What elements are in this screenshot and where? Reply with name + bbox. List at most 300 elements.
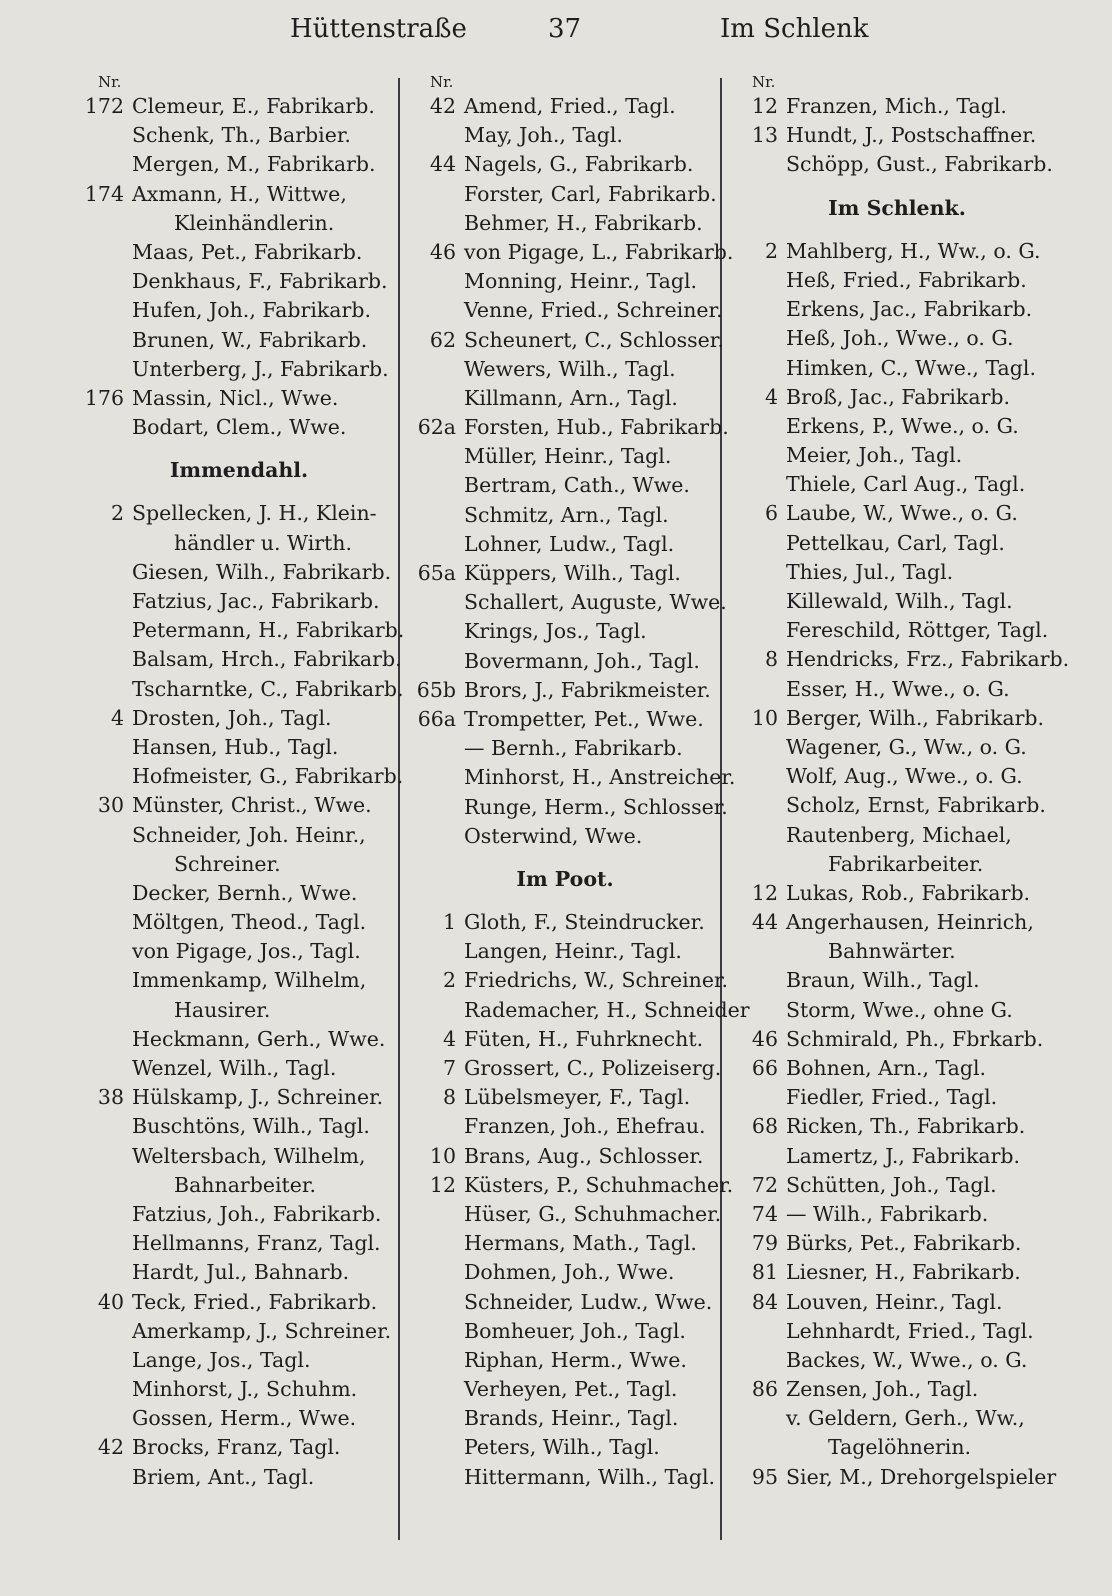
resident-entry	[410, 1142, 720, 1171]
resident-text: Fereschild, Röttger, Tagl.	[786, 618, 1049, 643]
house-number: 68	[751, 1114, 778, 1139]
resident-entry	[732, 1054, 1062, 1083]
resident-text: Gossen, Herm., Wwe.	[132, 1406, 357, 1431]
resident-text: Brunen, W., Fabrikarb.	[132, 327, 368, 352]
resident-text: Heß, Joh., Wwe., o. G.	[786, 326, 1014, 351]
resident-entry	[78, 558, 400, 587]
resident-text: Erkens, P., Wwe., o. G.	[786, 413, 1019, 438]
resident-entry	[732, 587, 1062, 616]
resident-entry	[410, 1288, 720, 1317]
resident-entry	[410, 763, 736, 792]
resident-text: Gloth, F., Steindrucker.	[464, 910, 705, 935]
resident-text: Trompetter, Pet., Wwe.	[464, 706, 704, 731]
resident-text: Lohner, Ludw., Tagl.	[464, 531, 675, 556]
resident-entry	[732, 1404, 1062, 1433]
house-number: 174	[84, 181, 124, 206]
resident-entry	[78, 704, 400, 733]
resident-text: Schütten, Joh., Tagl.	[786, 1172, 997, 1197]
resident-text: Esser, H., Wwe., o. G.	[786, 676, 1010, 701]
resident-text: Schneider, Joh. Heinr.,	[132, 822, 366, 847]
resident-text: Drosten, Joh., Tagl.	[132, 705, 332, 730]
resident-text: Sier, M., Drehorgelspieler	[786, 1464, 1057, 1489]
resident-text: Riphan, Herm., Wwe.	[464, 1347, 687, 1372]
resident-entry	[732, 1025, 1062, 1054]
house-number: 2	[764, 238, 778, 263]
page-number: 37	[548, 14, 582, 44]
resident-entry	[410, 296, 723, 325]
resident-entry	[410, 822, 720, 851]
house-number: 4	[442, 1026, 456, 1051]
resident-text: Louven, Heinr., Tagl.	[786, 1289, 1003, 1314]
resident-text: Schmitz, Arn., Tagl.	[464, 502, 669, 527]
resident-text: Möltgen, Theod., Tagl.	[132, 910, 367, 935]
resident-text: Heckmann, Gerh., Wwe.	[132, 1026, 386, 1051]
resident-text: Münster, Christ., Wwe.	[132, 793, 372, 818]
resident-text: Hardt, Jul., Bahnarb.	[132, 1260, 350, 1285]
resident-text: Brans, Aug., Schlosser.	[464, 1143, 704, 1168]
house-number: 40	[97, 1289, 124, 1314]
resident-text: Bomheuer, Joh., Tagl.	[464, 1318, 686, 1343]
resident-entry	[78, 616, 405, 645]
resident-entry	[732, 937, 1062, 966]
resident-entry	[78, 296, 400, 325]
resident-text: Himken, C., Wwe., Tagl.	[786, 355, 1036, 380]
resident-entry	[78, 1404, 400, 1433]
resident-text: Fatzius, Joh., Fabrikarb.	[132, 1201, 382, 1226]
resident-text: Axmann, H., Wittwe,	[132, 181, 347, 206]
resident-text: Lehnhardt, Fried., Tagl.	[786, 1318, 1034, 1343]
resident-text: v. Geldern, Gerh., Ww.,	[786, 1406, 1025, 1431]
house-number: 62a	[417, 415, 456, 440]
resident-entry	[410, 793, 728, 822]
resident-text: Friedrichs, W., Schreiner.	[464, 968, 729, 993]
resident-entry	[78, 791, 400, 820]
resident-text: Immenkamp, Wilhelm,	[132, 968, 367, 993]
resident-text: Heß, Fried., Fabrikarb.	[786, 267, 1027, 292]
resident-entry	[732, 1375, 1062, 1404]
resident-text: Hufen, Joh., Fabrikarb.	[132, 298, 371, 323]
resident-text: Bodart, Clem., Wwe.	[132, 415, 347, 440]
resident-entry	[410, 734, 720, 763]
resident-text: Hofmeister, G., Fabrikarb.	[132, 764, 404, 789]
resident-text: Maas, Pet., Fabrikarb.	[132, 239, 363, 264]
resident-text: Weltersbach, Wilhelm,	[132, 1143, 366, 1168]
resident-entry	[78, 587, 400, 616]
resident-entry	[410, 1346, 720, 1375]
resident-text: Verheyen, Pet., Tagl.	[464, 1377, 678, 1402]
resident-text: Buschtöns, Wilh., Tagl.	[132, 1114, 370, 1139]
resident-entry	[410, 442, 720, 471]
resident-entry	[78, 1171, 400, 1200]
resident-entry	[78, 1317, 400, 1346]
resident-entry	[78, 267, 400, 296]
resident-text: Decker, Bernh., Wwe.	[132, 880, 358, 905]
resident-text: Lange, Jos., Tagl.	[132, 1347, 311, 1372]
resident-text: Forster, Carl, Fabrikarb.	[464, 181, 717, 206]
resident-entry	[732, 762, 1062, 791]
resident-entry	[732, 1317, 1062, 1346]
resident-text: Thiele, Carl Aug., Tagl.	[786, 472, 1026, 497]
resident-entry	[410, 647, 720, 676]
resident-text: Müller, Heinr., Tagl.	[464, 444, 672, 469]
resident-text: Laube, W., Wwe., o. G.	[786, 501, 1018, 526]
house-number: 65b	[416, 677, 456, 702]
resident-entry	[410, 180, 720, 209]
resident-entry	[410, 676, 720, 705]
resident-text: Liesner, H., Fabrikarb.	[786, 1260, 1021, 1285]
house-number: 6	[764, 501, 778, 526]
resident-text: Braun, Wilh., Tagl.	[786, 968, 980, 993]
resident-text: Killmann, Arn., Tagl.	[464, 385, 678, 410]
resident-entry	[78, 1288, 400, 1317]
house-number: 86	[751, 1377, 778, 1402]
column-1	[78, 72, 405, 1492]
house-number: 10	[429, 1143, 456, 1168]
resident-entry	[410, 413, 729, 442]
resident-entry	[410, 355, 720, 384]
resident-entry	[732, 966, 1062, 995]
house-number: 8	[442, 1085, 456, 1110]
nr-column-label: Nr.	[98, 73, 122, 91]
resident-text: Mahlberg, H., Ww., o. G.	[786, 238, 1041, 263]
resident-entry	[732, 470, 1062, 499]
resident-entry	[410, 1171, 734, 1200]
resident-entry	[78, 150, 400, 179]
resident-entry	[732, 1288, 1062, 1317]
house-number: 46	[751, 1026, 778, 1051]
resident-entry	[732, 121, 1062, 150]
house-number: 2	[442, 968, 456, 993]
resident-text: Brocks, Franz, Tagl.	[132, 1435, 341, 1460]
resident-entry	[78, 996, 400, 1025]
resident-entry	[410, 238, 734, 267]
section-spacer	[732, 180, 1062, 194]
resident-entry	[410, 1025, 720, 1054]
resident-text: Ricken, Th., Fabrikarb.	[786, 1114, 1026, 1139]
resident-entry	[410, 209, 720, 238]
resident-text: Forsten, Hub., Fabrikarb.	[464, 415, 729, 440]
street-heading-text: Im Schlenk.	[828, 195, 966, 220]
resident-entry	[732, 1112, 1062, 1141]
house-number: 8	[764, 647, 778, 672]
resident-entry	[410, 1404, 720, 1433]
resident-text: Minhorst, H., Anstreicher.	[464, 765, 736, 790]
house-number: 66a	[417, 706, 456, 731]
resident-entry	[732, 529, 1062, 558]
resident-entry	[410, 908, 720, 937]
resident-entry	[78, 1375, 400, 1404]
house-number: 176	[84, 385, 124, 410]
house-number: 74	[751, 1201, 778, 1226]
resident-text: Hellmanns, Franz, Tagl.	[132, 1231, 381, 1256]
resident-text: Balsam, Hrch., Fabrikarb.	[132, 647, 402, 672]
resident-text: Brands, Heinr., Tagl.	[464, 1406, 679, 1431]
resident-text: von Pigage, L., Fabrikarb.	[464, 239, 734, 264]
resident-entry	[78, 121, 400, 150]
resident-entry	[78, 1258, 400, 1287]
resident-text: Bohnen, Arn., Tagl.	[786, 1056, 987, 1080]
resident-entry	[732, 1142, 1062, 1171]
column-3	[732, 72, 1070, 1492]
resident-text: Wolf, Aug., Wwe., o. G.	[786, 764, 1023, 789]
resident-entry	[410, 966, 729, 995]
resident-entry	[78, 937, 400, 966]
resident-text: Lübelsmeyer, F., Tagl.	[464, 1085, 691, 1110]
entry-continuation: Schreiner.	[174, 851, 281, 876]
resident-text: Venne, Fried., Schreiner.	[464, 298, 723, 323]
resident-text: Peters, Wilh., Tagl.	[464, 1435, 660, 1460]
resident-entry	[732, 908, 1062, 937]
header-street-right: Im Schlenk	[720, 14, 869, 44]
resident-entry	[732, 996, 1062, 1025]
resident-text: Mergen, M., Fabrikarb.	[132, 152, 376, 177]
house-number: 66	[751, 1056, 778, 1080]
resident-entry	[732, 704, 1062, 733]
resident-text: Scheunert, C., Schlosser.	[464, 327, 724, 352]
resident-text: Erkens, Jac., Fabrikarb.	[786, 297, 1033, 322]
resident-text: Teck, Fried., Fabrikarb.	[132, 1289, 378, 1314]
resident-text: Killewald, Wilh., Tagl.	[786, 589, 1013, 613]
resident-entry	[410, 267, 720, 296]
resident-text: Amend, Fried., Tagl.	[464, 94, 676, 118]
house-number: 81	[751, 1260, 778, 1285]
resident-entry	[732, 150, 1062, 179]
resident-entry	[732, 616, 1062, 645]
resident-entry	[78, 1112, 400, 1141]
header-street-left: Hüttenstraße	[290, 14, 467, 44]
resident-entry	[78, 1025, 400, 1054]
resident-entry	[732, 558, 1062, 587]
resident-text: Berger, Wilh., Fabrikarb.	[786, 705, 1045, 730]
resident-text: Hansen, Hub., Tagl.	[132, 734, 339, 759]
resident-text: Minhorst, J., Schuhm.	[132, 1377, 358, 1402]
resident-entry	[78, 1083, 400, 1112]
house-number: 12	[429, 1172, 456, 1197]
house-number: 38	[97, 1085, 124, 1110]
entry-continuation: Kleinhändlerin.	[174, 210, 335, 235]
resident-entry	[732, 879, 1062, 908]
resident-text: Broß, Jac., Fabrikarb.	[786, 384, 1011, 409]
house-number: 10	[751, 705, 778, 730]
resident-entry	[410, 1463, 720, 1492]
resident-entry	[78, 529, 400, 558]
resident-text: Giesen, Wilh., Fabrikarb.	[132, 559, 392, 584]
section-spacer	[78, 485, 400, 499]
resident-entry	[78, 675, 404, 704]
resident-entry	[410, 1258, 720, 1287]
resident-entry	[410, 121, 720, 150]
resident-entry	[732, 675, 1062, 704]
resident-entry	[732, 412, 1062, 441]
resident-entry	[410, 150, 720, 179]
resident-entry	[78, 238, 400, 267]
resident-entry	[732, 1346, 1062, 1375]
entry-continuation: händler u. Wirth.	[174, 530, 353, 555]
resident-text: Grossert, C., Polizeiserg.	[464, 1056, 722, 1080]
house-number: 30	[97, 793, 124, 818]
resident-text: Schneider, Ludw., Wwe.	[464, 1289, 713, 1314]
resident-text: Amerkamp, J., Schreiner.	[132, 1318, 392, 1343]
house-number: 84	[751, 1289, 778, 1314]
resident-text: Spellecken, J. H., Klein-	[132, 501, 377, 526]
resident-text: Hülskamp, J., Schreiner.	[132, 1085, 384, 1110]
entry-continuation: Fabrikarbeiter.	[828, 851, 984, 876]
resident-text: Füten, H., Fuhrknecht.	[464, 1026, 704, 1051]
house-number: 65a	[417, 561, 456, 585]
resident-entry	[732, 324, 1062, 353]
resident-entry	[410, 501, 720, 530]
resident-entry	[78, 850, 400, 879]
street-heading-text: Immendahl.	[169, 458, 309, 483]
resident-text: Lamertz, J., Fabrikarb.	[786, 1143, 1021, 1168]
resident-text: — Wilh., Fabrikarb.	[786, 1201, 989, 1226]
resident-text: Meier, Joh., Tagl.	[786, 443, 963, 468]
house-number: 72	[751, 1172, 778, 1197]
resident-text: Clemeur, E., Fabrikarb.	[132, 94, 375, 118]
resident-entry	[732, 266, 1062, 295]
resident-text: Rademacher, H., Schneider	[464, 997, 750, 1022]
house-number: 2	[110, 501, 124, 526]
resident-entry	[78, 1142, 400, 1171]
resident-entry	[78, 762, 404, 791]
resident-entry	[78, 355, 400, 384]
resident-text: Monning, Heinr., Tagl.	[464, 269, 698, 294]
resident-entry	[732, 1463, 1062, 1492]
resident-text: Wewers, Wilh., Tagl.	[464, 356, 676, 381]
street-heading-text: Im Poot.	[516, 866, 614, 891]
resident-text: Nagels, G., Fabrikarb.	[464, 152, 694, 177]
resident-entry	[732, 1083, 1062, 1112]
street-heading	[732, 194, 1062, 223]
section-spacer	[410, 851, 720, 865]
resident-text: Behmer, H., Fabrikarb.	[464, 210, 703, 235]
resident-entry	[732, 499, 1062, 528]
resident-entry	[410, 705, 720, 734]
resident-entry	[78, 1054, 400, 1083]
resident-text: Tscharntke, C., Fabrikarb.	[132, 676, 404, 701]
resident-text: Scholz, Ernst, Fabrikarb.	[786, 793, 1046, 818]
resident-entry	[410, 1200, 720, 1229]
resident-text: Storm, Wwe., ohne G.	[786, 997, 1013, 1022]
resident-entry	[732, 237, 1062, 266]
resident-text: Denkhaus, F., Fabrikarb.	[132, 269, 388, 294]
resident-text: Hermans, Math., Tagl.	[464, 1231, 697, 1256]
resident-entry	[732, 383, 1062, 412]
resident-entry	[732, 1229, 1062, 1258]
resident-text: Thies, Jul., Tagl.	[786, 559, 954, 584]
resident-entry	[78, 1463, 400, 1492]
resident-entry	[410, 92, 720, 121]
entry-continuation: Hausirer.	[174, 997, 271, 1022]
resident-text: Petermann, H., Fabrikarb.	[132, 618, 405, 643]
resident-entry	[410, 1229, 720, 1258]
resident-entry	[78, 1433, 400, 1462]
resident-entry	[78, 821, 400, 850]
section-spacer	[732, 223, 1062, 237]
resident-text: Hundt, J., Postschaffner.	[786, 123, 1037, 148]
house-number: 44	[429, 152, 456, 177]
entry-continuation: Bahnarbeiter.	[174, 1172, 316, 1197]
resident-entry	[78, 645, 400, 674]
resident-text: Schallert, Auguste, Wwe.	[464, 590, 727, 615]
resident-text: Schenk, Th., Barbier.	[132, 123, 351, 148]
resident-entry	[410, 1112, 720, 1141]
section-spacer	[410, 894, 720, 908]
resident-entry	[78, 413, 400, 442]
resident-entry	[78, 326, 400, 355]
resident-text: — Bernh., Fabrikarb.	[464, 736, 683, 761]
resident-entry	[410, 530, 720, 559]
resident-text: Hüser, G., Schuhmacher.	[464, 1201, 722, 1226]
resident-text: Bovermann, Joh., Tagl.	[464, 648, 700, 673]
house-number: 7	[442, 1056, 456, 1080]
resident-entry	[732, 1200, 1062, 1229]
resident-text: Angerhausen, Heinrich,	[786, 910, 1034, 935]
resident-entry	[410, 1083, 720, 1112]
house-number: 4	[110, 705, 124, 730]
house-number: 13	[751, 123, 778, 148]
resident-entry	[410, 326, 724, 355]
house-number: 42	[429, 94, 456, 118]
resident-entry	[410, 471, 720, 500]
resident-text: Zensen, Joh., Tagl.	[786, 1377, 979, 1402]
resident-entry	[732, 441, 1062, 470]
resident-entry	[732, 92, 1062, 121]
resident-entry	[410, 384, 720, 413]
resident-entry	[732, 645, 1070, 674]
resident-text: Franzen, Mich., Tagl.	[786, 94, 1007, 118]
resident-entry	[78, 1229, 400, 1258]
resident-entry	[410, 1054, 720, 1083]
resident-text: Briem, Ant., Tagl.	[132, 1464, 315, 1489]
house-number: 12	[751, 880, 778, 905]
resident-entry	[410, 996, 750, 1025]
resident-text: Lukas, Rob., Fabrikarb.	[786, 880, 1031, 905]
resident-text: Küppers, Wilh., Tagl.	[464, 561, 681, 585]
resident-text: Bertram, Cath., Wwe.	[464, 473, 690, 498]
resident-entry	[410, 1317, 720, 1346]
resident-entry	[78, 908, 400, 937]
resident-entry	[732, 791, 1062, 820]
resident-text: Dohmen, Joh., Wwe.	[464, 1260, 675, 1285]
resident-text: May, Joh., Tagl.	[464, 123, 623, 148]
entry-continuation: Bahnwärter.	[828, 939, 956, 964]
street-heading	[78, 456, 400, 485]
resident-entry	[78, 92, 400, 121]
resident-text: Fiedler, Fried., Tagl.	[786, 1085, 998, 1110]
resident-text: Unterberg, J., Fabrikarb.	[132, 356, 389, 381]
resident-text: Brors, J., Fabrikmeister.	[464, 677, 711, 702]
house-number: 4	[764, 384, 778, 409]
resident-entry	[410, 588, 727, 617]
resident-entry	[78, 384, 400, 413]
resident-entry	[410, 1433, 720, 1462]
resident-text: Osterwind, Wwe.	[464, 823, 643, 848]
resident-text: Pettelkau, Carl, Tagl.	[786, 530, 1005, 555]
resident-entry	[732, 733, 1062, 762]
street-heading	[410, 865, 720, 894]
resident-text: Küsters, P., Schuhmacher.	[464, 1172, 734, 1197]
resident-entry	[732, 850, 1062, 879]
house-number: 172	[84, 94, 124, 118]
resident-text: Hittermann, Wilh., Tagl.	[464, 1464, 716, 1489]
resident-text: Hendricks, Frz., Fabrikarb.	[786, 647, 1070, 672]
resident-entry	[410, 1375, 720, 1404]
resident-text: Krings, Jos., Tagl.	[464, 619, 647, 644]
resident-text: Franzen, Joh., Ehefrau.	[464, 1114, 706, 1139]
resident-entry	[732, 295, 1062, 324]
resident-text: Fatzius, Jac., Fabrikarb.	[132, 589, 380, 613]
